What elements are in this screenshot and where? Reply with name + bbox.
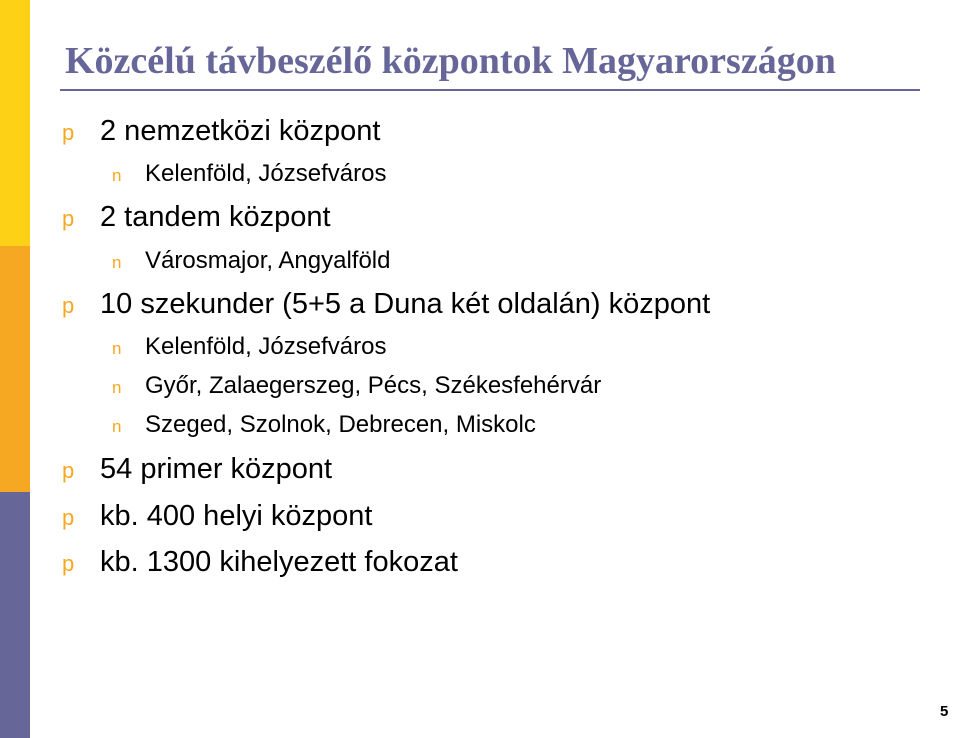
list-item-text: kb. 400 helyi központ	[100, 500, 373, 532]
list-item	[62, 452, 333, 486]
list-item	[112, 372, 602, 400]
list-item-text: kb. 1300 kihelyezett fokozat	[100, 546, 458, 578]
list-item-text: Városmajor, Angyalföld	[145, 247, 391, 274]
slide-title: Közcélú távbeszélő központok Magyarországon	[65, 40, 836, 82]
list-item-text: Kelenföld, Józsefváros	[145, 160, 387, 187]
list-item	[62, 200, 331, 234]
bullet-icon: p	[62, 293, 75, 318]
list-item-text: 2 tandem központ	[100, 201, 331, 233]
list-item-text: 54 primer központ	[100, 453, 333, 485]
bullet-icon: p	[62, 505, 75, 530]
sub-bullet-icon: n	[112, 339, 122, 358]
sidebar-band-yellow	[0, 0, 30, 246]
list-item-text: Győr, Zalaegerszeg, Pécs, Székesfehérvár	[145, 372, 602, 399]
list-item-text: Szeged, Szolnok, Debrecen, Miskolc	[145, 411, 536, 438]
title-underline	[60, 89, 920, 91]
sub-bullet-icon: n	[112, 378, 122, 397]
bullet-icon: p	[62, 458, 75, 483]
list-item	[112, 411, 536, 439]
list-item	[62, 499, 373, 533]
sidebar-band-purple	[0, 492, 30, 738]
list-item-text: 2 nemzetközi központ	[100, 115, 381, 147]
page-number: 5	[940, 703, 949, 720]
bullet-icon: p	[62, 206, 75, 231]
list-item	[62, 545, 458, 579]
list-item	[112, 247, 391, 275]
sub-bullet-icon: n	[112, 166, 122, 185]
list-item	[112, 333, 387, 361]
bullet-icon: p	[62, 551, 75, 576]
list-item	[112, 160, 387, 188]
bullet-icon: p	[62, 120, 75, 145]
list-item	[62, 114, 381, 148]
sidebar-color-bands	[0, 0, 30, 738]
list-item-text: 10 szekunder (5+5 a Duna két oldalán) központ	[100, 288, 711, 320]
sub-bullet-icon: n	[112, 417, 122, 436]
sidebar-band-orange	[0, 246, 30, 492]
list-item-text: Kelenföld, Józsefváros	[145, 333, 387, 360]
sub-bullet-icon: n	[112, 253, 122, 272]
list-item	[62, 287, 711, 321]
